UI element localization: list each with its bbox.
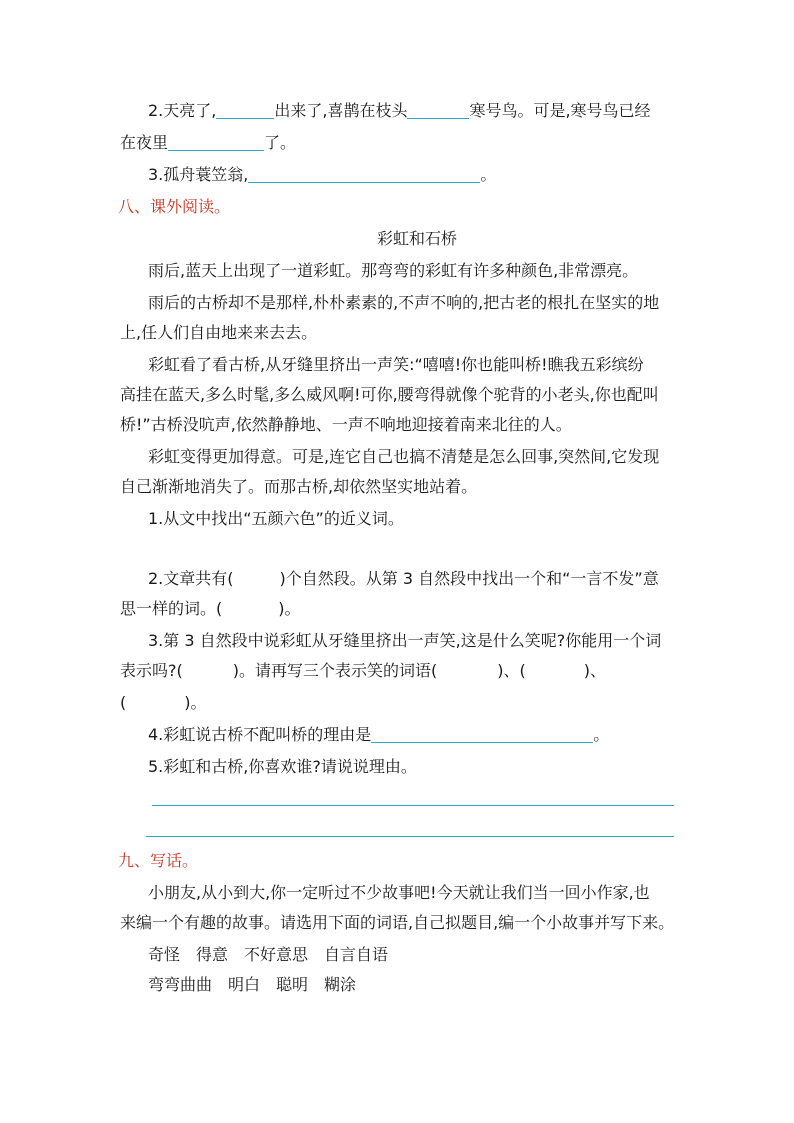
q7-item2-line1 bbox=[0, 98, 794, 124]
passage-line: 彩虹变得更加得意。可是,连它自己也搞不清楚是怎么回事,突然间,它发现 bbox=[148, 447, 660, 466]
passage-line: 自己渐渐地消失了。而那古桥,却依然坚实地站着。 bbox=[120, 477, 478, 496]
answer-blank[interactable] bbox=[371, 724, 593, 743]
passage-title: 彩虹和石桥 bbox=[376, 229, 457, 248]
question-3-line2 bbox=[0, 658, 794, 684]
passage-paragraph bbox=[0, 352, 794, 378]
q4-text-a: 4.彩虹说古桥不配叫桥的理由是 bbox=[148, 725, 372, 744]
passage-line: 雨后,蓝天上出现了一道彩虹。那弯弯的彩虹有许多种颜色,非常漂亮。 bbox=[148, 261, 639, 280]
question-1-text: 1.从文中找出“五颜六色”的近义词。 bbox=[148, 509, 404, 528]
q7-item2-text-c: 寒号鸟。可是,寒号鸟已经 bbox=[469, 101, 651, 120]
passage-line: 桥!”古桥没吭声,依然静静地、一声不响地迎接着南来北往的人。 bbox=[120, 415, 572, 434]
word-bank-text: 奇怪 得意 不好意思 自言自语 bbox=[148, 945, 389, 964]
q3-text-f: ( bbox=[120, 693, 127, 712]
passage-line: 雨后的古桥却不是那样,朴朴素素的,不声不响的,把古老的根扎在坚实的地 bbox=[148, 293, 660, 312]
q3-text-b: 表示吗?( bbox=[120, 661, 183, 680]
answer-blank[interactable] bbox=[248, 164, 480, 183]
answer-blank[interactable] bbox=[407, 100, 469, 119]
question-2-line1 bbox=[0, 566, 794, 592]
passage-paragraph bbox=[0, 290, 794, 316]
passage-paragraph bbox=[0, 320, 794, 346]
question-4 bbox=[0, 722, 794, 748]
q3-text-a: 3.第 3 自然段中说彩虹从牙缝里挤出一声笑,这是什么笑呢?你能用一个词 bbox=[148, 631, 662, 650]
passage-line: 彩虹看了看古桥,从牙缝里挤出一声笑:“嘻嘻!你也能叫桥!瞧我五彩缤纷 bbox=[148, 355, 644, 374]
word-bank-row bbox=[0, 972, 794, 998]
answer-blank[interactable] bbox=[216, 100, 274, 119]
q2-text-c: 思一样的词。( bbox=[120, 599, 223, 618]
answer-blank[interactable] bbox=[168, 132, 264, 151]
q7-item2-text-e: 了。 bbox=[264, 133, 297, 152]
q7-item3-text-b: 。 bbox=[480, 165, 497, 184]
q3-text-d: )、( bbox=[497, 661, 526, 680]
word-bank-row bbox=[0, 942, 794, 968]
question-2-line2 bbox=[0, 596, 794, 622]
passage-paragraph bbox=[0, 412, 794, 438]
section9-heading-text: 九、写话。 bbox=[118, 851, 199, 870]
q3-text-e: )、 bbox=[583, 661, 606, 680]
q2-text-a: 2.文章共有( bbox=[148, 569, 234, 588]
passage-line: 高挂在蓝天,多么时髦,多么威风啊!可你,腰弯得就像个驼背的小老头,你也配叫 bbox=[120, 385, 659, 404]
prompt-text: 小朋友,从小到大,你一定听过不少故事吧!今天就让我们当一回小作家,也 bbox=[148, 883, 650, 902]
question-1 bbox=[0, 506, 794, 532]
question-3-line1 bbox=[0, 628, 794, 654]
question-3-line3 bbox=[0, 690, 794, 716]
q3-text-c: )。请再写三个表示笑的词语( bbox=[232, 661, 438, 680]
q2-text-b: )个自然段。从第 3 自然段中找出一个和“一言不发”意 bbox=[279, 569, 659, 588]
q4-text-b: 。 bbox=[593, 725, 610, 744]
section9-heading bbox=[0, 848, 794, 874]
passage-paragraph bbox=[0, 444, 794, 470]
q7-item2-line2 bbox=[0, 130, 794, 156]
passage-paragraph bbox=[0, 258, 794, 284]
section8-heading bbox=[0, 194, 794, 220]
q2-text-d: )。 bbox=[278, 599, 301, 618]
q7-item3-text-a: 3.孤舟蓑笠翁, bbox=[148, 165, 249, 184]
section8-heading-text: 八、课外阅读。 bbox=[118, 197, 231, 216]
q7-item2-text-b: 出来了,喜鹊在枝头 bbox=[274, 101, 408, 120]
writing-prompt-line bbox=[0, 910, 794, 936]
q5-text: 5.彩虹和古桥,你喜欢谁?请说说理由。 bbox=[148, 757, 417, 776]
q3-text-g: )。 bbox=[184, 693, 207, 712]
answer-line[interactable] bbox=[146, 836, 674, 837]
word-bank-text: 弯弯曲曲 明白 聪明 糊涂 bbox=[148, 975, 357, 994]
passage-paragraph bbox=[0, 382, 794, 408]
passage-line: 上,任人们自由地来来去去。 bbox=[120, 323, 318, 342]
q7-item2-text-a: 2.天亮了, bbox=[148, 101, 217, 120]
question-5 bbox=[0, 754, 794, 780]
prompt-text: 来编一个有趣的故事。请选用下面的词语,自己拟题目,编一个小故事并写下来。 bbox=[120, 913, 675, 932]
answer-line[interactable] bbox=[152, 805, 674, 806]
q7-item3 bbox=[0, 162, 794, 188]
q7-item2-text-d: 在夜里 bbox=[120, 133, 169, 152]
passage-paragraph bbox=[0, 474, 794, 500]
writing-prompt-line bbox=[0, 880, 794, 906]
